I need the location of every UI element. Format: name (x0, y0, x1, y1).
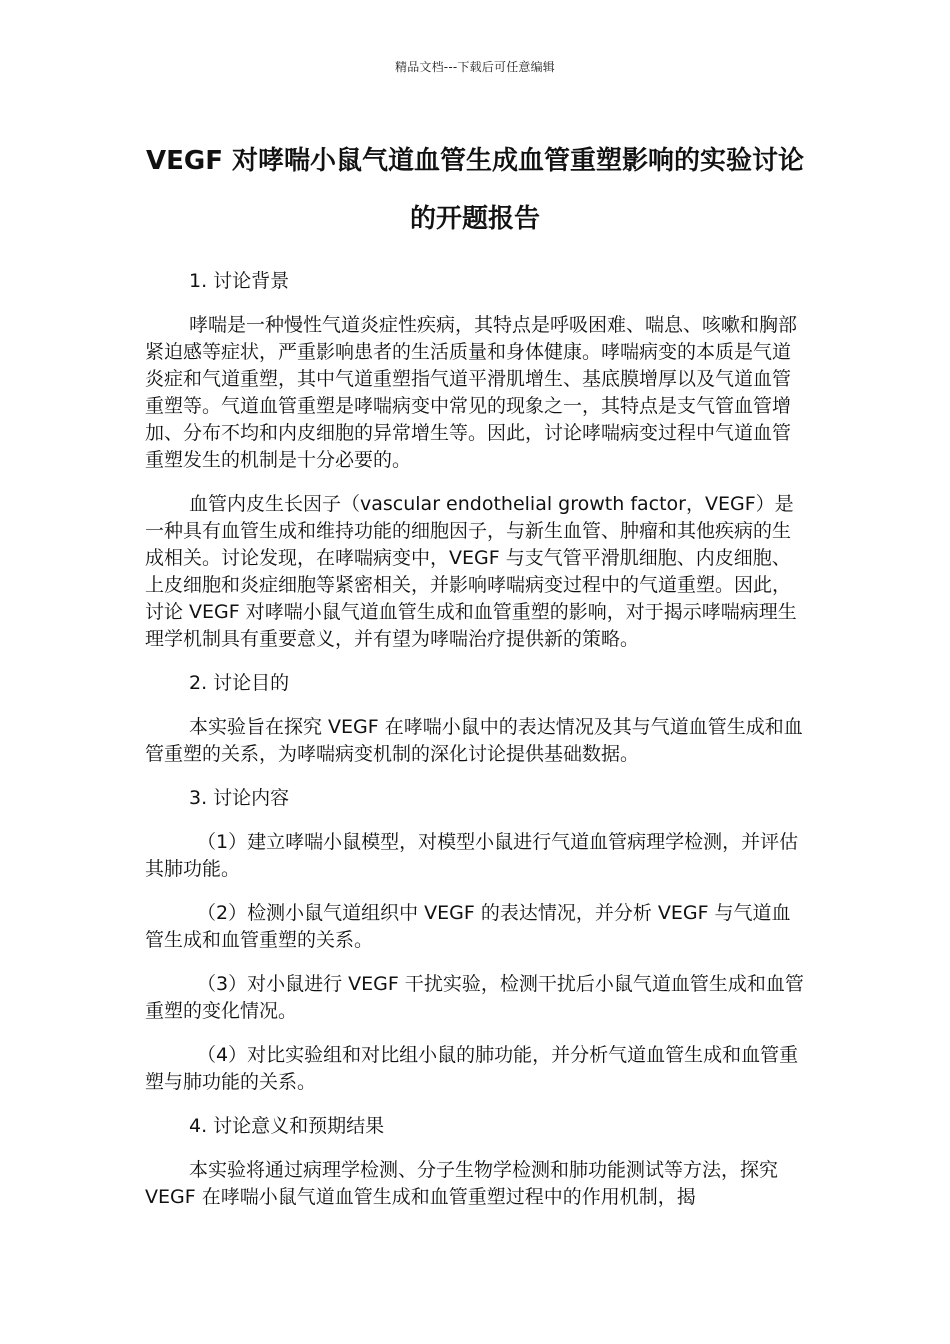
document-body (145, 268, 809, 1228)
content-item-1: （1）建立哮喘小鼠模型，对模型小鼠进行气道血管病理学检测，并评估其肺功能。 (145, 831, 799, 880)
paragraph-background-2: 血管内皮生长因子（vascular endothelial growth factor，VEGF）是一种具有血管生成和维持功能的细胞因子，与新生血管、肿瘤和其他疾病的生成相关。讨论发现，在哮喘病变中，VEGF 与支气管平滑肌细胞、内皮细胞、上皮细胞和炎症细胞等紧密相关，并影响哮喘病变过程中的气道重塑。因此，讨论 VEGF 对哮喘小鼠气道血管生成和血管重塑的影响，对于揭示哮喘病理生理学机制具有重要意义，并有望为哮喘治疗提供新的策略。 (145, 493, 797, 650)
paragraph-purpose: 本实验旨在探究 VEGF 在哮喘小鼠中的表达情况及其与气道血管生成和血管重塑的关系，为哮喘病变机制的深化讨论提供基础数据。 (145, 716, 803, 765)
section-heading-background: 1. 讨论背景 (189, 270, 290, 292)
header-note: 精品文档---下载后可任意编辑 (395, 60, 555, 74)
content-item-2: （2）检测小鼠气道组织中 VEGF 的表达情况，并分析 VEGF 与气道血管生成和血管重塑的关系。 (145, 902, 791, 951)
section-heading-content: 3. 讨论内容 (189, 787, 290, 809)
paragraph-background-1: 哮喘是一种慢性气道炎症性疾病，其特点是呼吸困难、喘息、咳嗽和胸部紧迫感等症状，严重影响患者的生活质量和身体健康。哮喘病变的本质是气道炎症和气道重塑，其中气道重塑指气道平滑肌增生、基底膜增厚以及气道血管重塑等。气道血管重塑是哮喘病变中常见的现象之一，其特点是支气管血管增加、分布不均和内皮细胞的异常增生等。因此，讨论哮喘病变过程中气道血管重塑发生的机制是十分必要的。 (145, 314, 798, 471)
section-heading-purpose: 2. 讨论目的 (189, 672, 290, 694)
paragraph-significance: 本实验将通过病理学检测、分子生物学检测和肺功能测试等方法，探究 VEGF 在哮喘小鼠气道血管生成和血管重塑过程中的作用机制，揭 (145, 1159, 779, 1208)
content-item-3: （3）对小鼠进行 VEGF 干扰实验，检测干扰后小鼠气道血管生成和血管重塑的变化情况。 (145, 973, 804, 1022)
content-item-4: （4）对比实验组和对比组小鼠的肺功能，并分析气道血管生成和血管重塑与肺功能的关系。 (145, 1044, 799, 1093)
document-title: VEGF 对哮喘小鼠气道血管生成血管重塑影响的实验讨论的开题报告 (145, 146, 805, 234)
section-heading-significance: 4. 讨论意义和预期结果 (189, 1115, 385, 1137)
